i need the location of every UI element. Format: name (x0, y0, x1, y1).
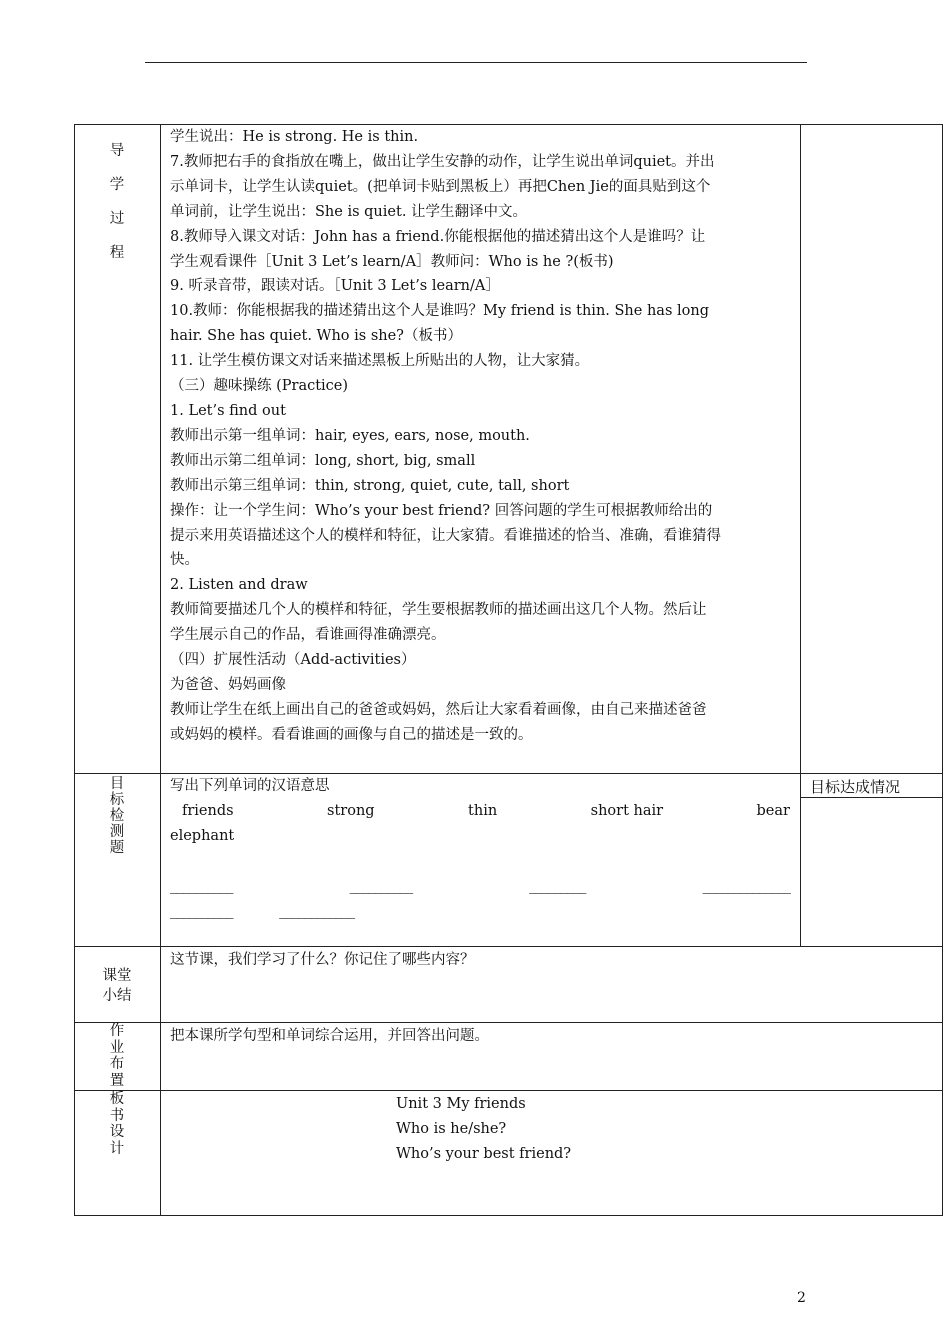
page-number: 2 (797, 1290, 806, 1306)
answer-blanks-row (170, 874, 790, 899)
process-line: 2. Listen and draw (170, 577, 308, 594)
table-border-bottom (74, 1215, 942, 1216)
answer-blank: ____________ (279, 902, 355, 919)
lesson-plan-table (74, 124, 942, 1216)
process-line: 单词前，让学生说出：She is quiet. 让学生翻译中文。 (170, 203, 528, 220)
label-summary: 课堂 小结 (102, 968, 132, 1004)
process-line: 教师简要描述几个人的模样和特征，学生要根据教师的描述画出这几个人物。然后让 (170, 602, 707, 619)
process-line: 教师出示第二组单词：long, short, big, small (170, 452, 476, 469)
process-line: 教师出示第三组单词：thin, strong, quiet, cute, tall, short (170, 477, 570, 494)
table-divider-right (800, 124, 801, 946)
label-guide-process: 导 学 过 程 (109, 143, 125, 261)
table-divider-label (160, 124, 161, 1216)
row-divider-3 (74, 1022, 942, 1023)
label-board-design: 板 书 设 计 (109, 1091, 125, 1157)
process-line: 学生观看课件［Unit 3 Let’s learn/A］教师问：Who is he ?(板书) (170, 253, 614, 270)
process-line: 学生说出：He is strong. He is thin. (170, 129, 419, 145)
process-line: 示单词卡，让学生认读quiet。(把单词卡贴到黑板上）再把Chen Jie的面具贴到这个 (170, 178, 711, 195)
process-line: 8.教师导入课文对话：John has a friend.你能根据他的描述猜出这个人是谁吗？让 (170, 228, 706, 245)
process-line: 10.教师：你能根据我的描述猜出这个人是谁吗？My friend is thin. She has long (170, 303, 709, 320)
process-line: 为爸爸、妈妈画像 (170, 676, 286, 693)
answer-blank: __________ (349, 877, 413, 894)
process-line: （三）趣味操练 (Practice) (170, 378, 349, 395)
board-line: Who’s your best friend? (396, 1145, 572, 1162)
board-line: Unit 3 My friends (396, 1096, 526, 1112)
process-line: 或妈妈的模样。看看谁画的画像与自己的描述是一致的。 (170, 726, 533, 743)
answer-blank: __________ (170, 902, 233, 919)
answer-blank: __________ (170, 877, 233, 894)
process-line: hair. She has quiet. Who is she?（板书） (170, 328, 462, 345)
process-line: 学生展示自己的作品，看谁画得准确漂亮。 (170, 627, 446, 644)
label-homework: 作 业 布 置 (109, 1023, 125, 1089)
board-content (396, 1092, 796, 1167)
row-divider-4 (74, 1090, 942, 1091)
test-word: elephant (170, 827, 235, 844)
target-achievement-title: 目标达成情况 (810, 778, 901, 796)
row-divider-2 (74, 946, 942, 947)
process-line: 11. 让学生模仿课文对话来描述黑板上所贴出的人物，让大家猜。 (170, 353, 590, 370)
test-word: strong (327, 802, 375, 819)
process-line: 操作：让一个学生问：Who’s your best friend? 回答问题的学生可根据教师给出的 (170, 502, 713, 519)
board-line: Who is he/she? (396, 1120, 507, 1137)
header-rule (145, 62, 807, 63)
answer-blank: _________ (529, 877, 586, 894)
process-line: 快。 (170, 552, 199, 569)
test-word: bear (756, 802, 790, 819)
summary-text: 这节课，我们学习了什么？你记住了哪些内容？ (170, 952, 475, 968)
process-line: 提示来用英语描述这个人的模样和特征，让大家猜。看谁描述的恰当、准确，看谁猜得 (170, 527, 721, 544)
label-target-test: 目 标 检 测 题 (109, 776, 125, 856)
table-border-right (942, 124, 943, 1216)
process-line: 教师出示第一组单词：hair, eyes, ears, nose, mouth. (170, 427, 530, 444)
answer-blank: ______________ (702, 877, 790, 894)
process-line: 7.教师把右手的食指放在嘴上，做出让学生安静的动作，让学生说出单词quiet。并出 (170, 153, 715, 170)
side-title-divider (800, 797, 942, 798)
process-line: （四）扩展性活动（Add-activities） (170, 652, 416, 669)
test-instruction: 写出下列单词的汉语意思 (170, 778, 330, 794)
process-line: 教师让学生在纸上画出自己的爸爸或妈妈，然后让大家看着画像，由自己来描述爸爸 (170, 701, 707, 718)
process-line: 1. Let’s find out (170, 402, 286, 419)
test-word: thin (468, 802, 498, 819)
test-word: short hair (590, 802, 664, 819)
test-content (170, 774, 794, 923)
answer-blanks-row (170, 899, 794, 924)
process-line: 9. 听录音带，跟读对话。［Unit 3 Let’s learn/A］ (170, 278, 500, 295)
homework-text: 把本课所学句型和单词综合运用，并回答出问题。 (170, 1028, 489, 1044)
table-border-top-right (800, 124, 942, 125)
test-word-row (170, 799, 790, 824)
test-word: friends (182, 802, 234, 819)
process-content (170, 125, 794, 748)
